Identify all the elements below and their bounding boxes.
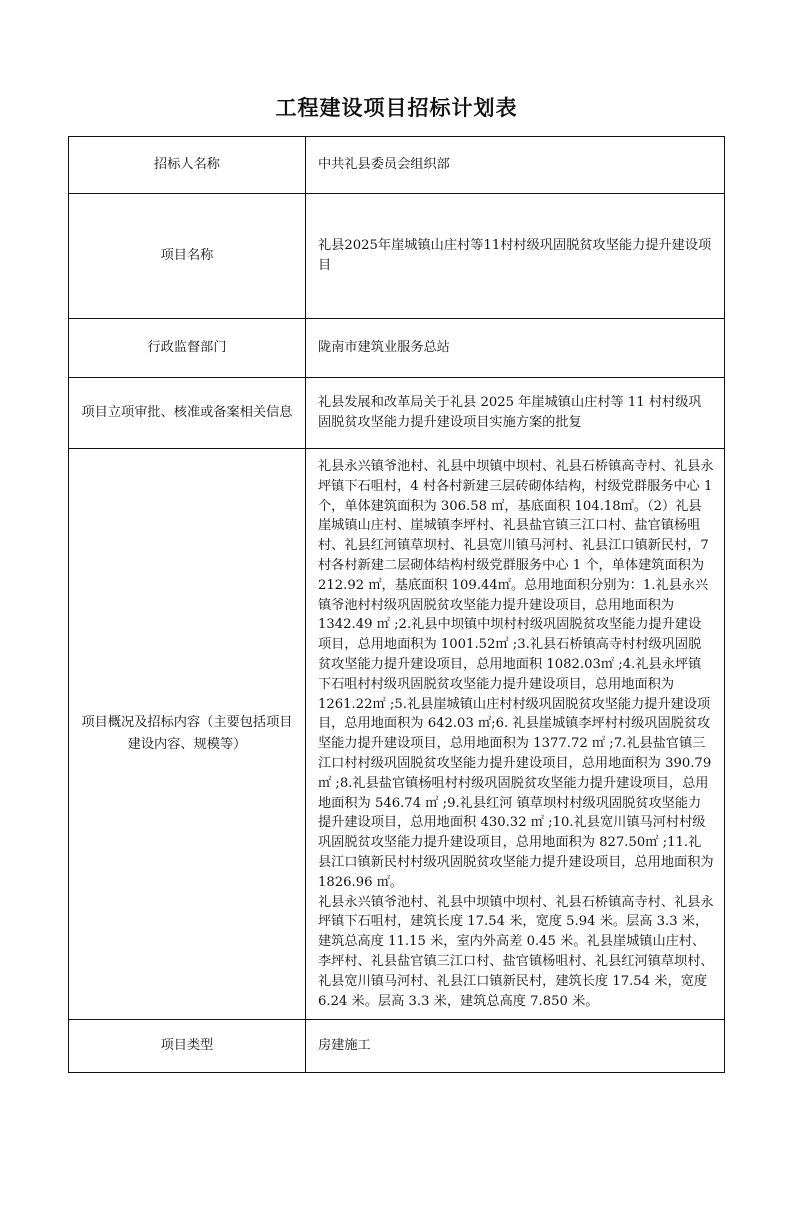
table-row-project-overview <box>69 449 725 1020</box>
row-value-bidder-name: 中共礼县委员会组织部 <box>306 137 725 194</box>
overview-paragraph-2: 礼县永兴镇爷池村、礼县中坝镇中坝村、礼县石桥镇高寺村、礼县永坪镇下石咀村，建筑长度 17.54 米，宽度 5.94 米。层高 3.3 米，建筑总高度 11.15 米，室内外高差 0.45 米。礼县崖城镇山庄村、李坪村、礼县盐官镇三江口村、盐官镇杨咀村、礼县红河镇草坝村、礼县宽川镇马河村、礼县江口镇新民村，建筑长度 17.54 米，宽度 6.24 米。层高 3.3 米，建筑总高度 7.850 米。 <box>318 894 714 1009</box>
row-label-project-type: 项目类型 <box>69 1020 306 1073</box>
row-value-project-type: 房建施工 <box>306 1020 725 1073</box>
row-label-supervision-dept: 行政监督部门 <box>69 319 306 378</box>
row-value-project-name: 礼县2025年崖城镇山庄村等11村村级巩固脱贫攻坚能力提升建设项目 <box>306 194 725 319</box>
row-label-approval-info: 项目立项审批、核准或备案相关信息 <box>69 378 306 449</box>
row-value-project-overview <box>306 449 725 1020</box>
table-row-approval-info <box>69 378 725 449</box>
row-value-supervision-dept: 陇南市建筑业服务总站 <box>306 319 725 378</box>
overview-paragraph-1: 礼县永兴镇爷池村、礼县中坝镇中坝村、礼县石桥镇高寺村、礼县永坪镇下石咀村，4 村各村新建三层砖砌体结构，村级党群服务中心 1 个，单体建筑面积为 306.58 ㎡，基底面积 104.18㎡。（2）礼县崖城镇山庄村、崖城镇李坪村、礼县盐官镇三江口村、盐官镇杨咀村、礼县红河镇草坝村、礼县宽川镇马河村、礼县江口镇新民村，7 村各村新建二层砌体结构村级党群服务中心 1 个，单体建筑面积为 212.92 ㎡，基底面积 109.44㎡。总用地面积分别为：1.礼县永兴镇爷池村村级巩固脱贫攻坚能力提升建设项目，总用地面积为 1342.49 ㎡ ;2.礼县中坝镇中坝村村级巩固脱贫攻坚能力提升建设项目，总用地面积为 1001.52㎡ ;3.礼县石桥镇高寺村村级巩固脱贫攻坚能力提升建设项目，总用地面积 1082.03㎡ ;4.礼县永坪镇下石咀村村级巩固脱贫攻坚能力提升建设项目，总用地面积为 1261.22㎡ ;5.礼县崖城镇山庄村村级巩固脱贫攻坚能力提升建设项目，总用地面积为 642.03 ㎡;6. 礼县崖城镇李坪村村级巩固脱贫攻坚能力提升建设项目，总用地面积为 1377.72 ㎡ ;7.礼县盐官镇三江口村村级巩固脱贫攻坚能力提升建设项目，总用地面积为 390.79 ㎡ ;8.礼县盐官镇杨咀村村级巩固脱贫攻坚能力提升建设项目，总用地面积为 546.74 ㎡ ;9.礼县红河 镇草坝村村级巩固脱贫攻坚能力提升建设项目，总用地面积 430.32 ㎡ ;10.礼县宽川镇马河村村级巩固脱贫攻坚能力提升建设项目，总用地面积为 827.50㎡ ;11.礼县江口镇新民村村级巩固脱贫攻坚能力提升建设项目，总用地面积为 1826.96 ㎡。 <box>318 459 714 890</box>
table-row-supervision-dept <box>69 319 725 378</box>
page-title: 工程建设项目招标计划表 <box>275 95 518 120</box>
row-label-bidder-name: 招标人名称 <box>69 137 306 194</box>
document-page <box>0 92 793 1215</box>
row-label-project-name: 项目名称 <box>69 194 306 319</box>
table-row-project-name <box>69 194 725 319</box>
row-value-approval-info: 礼县发展和改革局关于礼县 2025 年崖城镇山庄村等 11 村村级巩固脱贫攻坚能力提升建设项目实施方案的批复 <box>306 378 725 449</box>
table-row-bidder-name <box>69 137 725 194</box>
row-label-project-overview: 项目概况及招标内容（主要包括项目建设内容、规模等） <box>69 449 306 1020</box>
bid-plan-table <box>68 136 725 1073</box>
table-row-project-type <box>69 1020 725 1073</box>
